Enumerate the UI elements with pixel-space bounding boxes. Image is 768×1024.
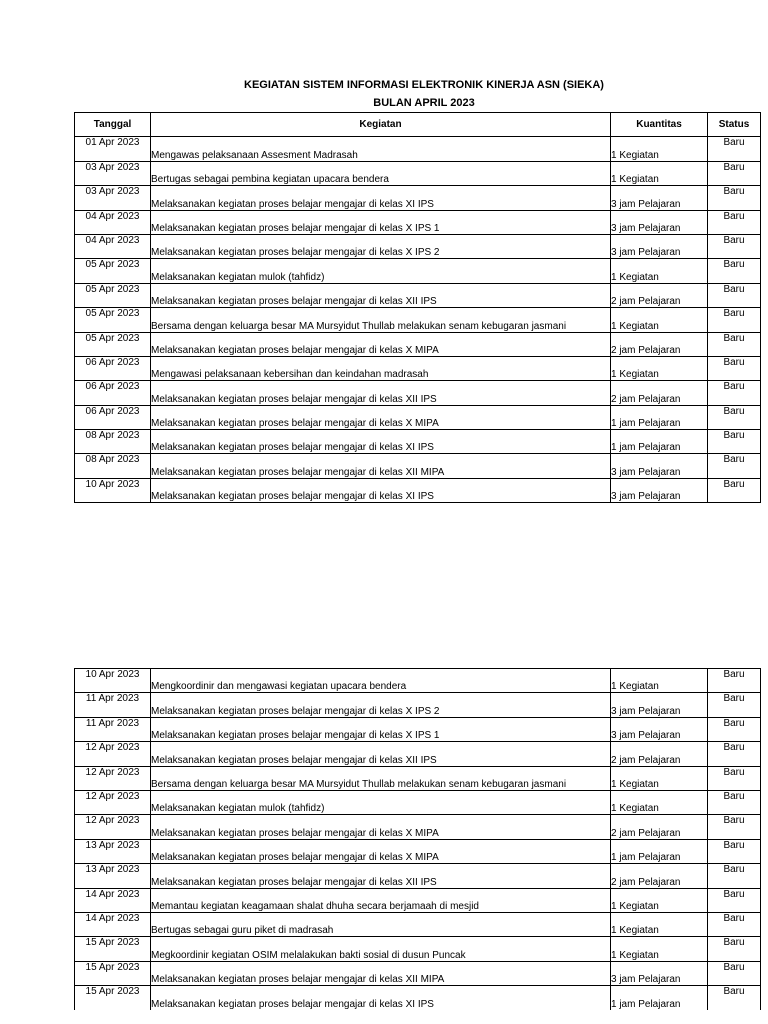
activity-cell: Megkoordinir kegiatan OSIM melalakukan bakti sosial di dusun Puncak (151, 937, 611, 961)
date-cell: 12 Apr 2023 (75, 815, 151, 839)
activity-cell: Melaksanakan kegiatan proses belajar mengajar di kelas XI IPS (151, 430, 611, 454)
quantity-cell: 1 Kegiatan (611, 937, 708, 961)
date-cell: 06 Apr 2023 (75, 405, 151, 429)
quantity-cell: 1 Kegiatan (611, 137, 708, 161)
table-row (75, 478, 761, 502)
table-header-row (75, 113, 761, 137)
table-row (75, 839, 761, 863)
table-row (75, 766, 761, 790)
activity-cell: Melaksanakan kegiatan proses belajar mengajar di kelas X IPS 1 (151, 717, 611, 741)
table-row (75, 693, 761, 717)
quantity-cell: 1 jam Pelajaran (611, 405, 708, 429)
activity-cell: Bertugas sebagai pembina kegiatan upacara bendera (151, 161, 611, 185)
status-cell: Baru (708, 790, 761, 814)
date-cell: 15 Apr 2023 (75, 961, 151, 985)
activity-cell: Melaksanakan kegiatan proses belajar mengajar di kelas XII IPS (151, 283, 611, 307)
date-cell: 13 Apr 2023 (75, 839, 151, 863)
date-cell: 12 Apr 2023 (75, 742, 151, 766)
table-row (75, 815, 761, 839)
activity-cell: Mengawas pelaksanaan Assesment Madrasah (151, 137, 611, 161)
table-row (75, 210, 761, 234)
table-row (75, 137, 761, 161)
activity-table-page-2 (74, 668, 761, 1010)
status-cell: Baru (708, 454, 761, 478)
date-cell: 03 Apr 2023 (75, 161, 151, 185)
status-cell: Baru (708, 161, 761, 185)
status-cell: Baru (708, 839, 761, 863)
header-status: Status (708, 113, 761, 137)
date-cell: 12 Apr 2023 (75, 790, 151, 814)
table-row (75, 790, 761, 814)
date-cell: 06 Apr 2023 (75, 381, 151, 405)
activity-cell: Melaksanakan kegiatan proses belajar mengajar di kelas XII IPS (151, 742, 611, 766)
table-row (75, 430, 761, 454)
activity-cell: Melaksanakan kegiatan proses belajar mengajar di kelas X MIPA (151, 815, 611, 839)
status-cell: Baru (708, 478, 761, 502)
table-row (75, 259, 761, 283)
table-body-page-2 (75, 669, 761, 1010)
activity-cell: Bertugas sebagai guru piket di madrasah (151, 912, 611, 936)
quantity-cell: 1 jam Pelajaran (611, 430, 708, 454)
status-cell: Baru (708, 693, 761, 717)
status-cell: Baru (708, 308, 761, 332)
date-cell: 06 Apr 2023 (75, 356, 151, 380)
header-tanggal: Tanggal (75, 113, 151, 137)
quantity-cell: 3 jam Pelajaran (611, 717, 708, 741)
quantity-cell: 1 Kegiatan (611, 888, 708, 912)
activity-cell: Bersama dengan keluarga besar MA Mursyidut Thullab melakukan senam kebugaran jasmani (151, 766, 611, 790)
table-row (75, 742, 761, 766)
date-cell: 05 Apr 2023 (75, 283, 151, 307)
date-cell: 05 Apr 2023 (75, 308, 151, 332)
date-cell: 15 Apr 2023 (75, 986, 151, 1010)
table-row (75, 356, 761, 380)
document-subtitle: BULAN APRIL 2023 (373, 97, 475, 109)
table-row (75, 454, 761, 478)
quantity-cell: 3 jam Pelajaran (611, 210, 708, 234)
status-cell: Baru (708, 381, 761, 405)
status-cell: Baru (708, 766, 761, 790)
table-row (75, 864, 761, 888)
document-title: KEGIATAN SISTEM INFORMASI ELEKTRONIK KINERJA ASN (SIEKA) (244, 79, 604, 91)
table-row (75, 234, 761, 258)
table-row (75, 308, 761, 332)
status-cell: Baru (708, 912, 761, 936)
status-cell: Baru (708, 986, 761, 1010)
quantity-cell: 1 jam Pelajaran (611, 839, 708, 863)
status-cell: Baru (708, 332, 761, 356)
date-cell: 05 Apr 2023 (75, 332, 151, 356)
status-cell: Baru (708, 405, 761, 429)
status-cell: Baru (708, 669, 761, 693)
date-cell: 05 Apr 2023 (75, 259, 151, 283)
activity-cell: Melaksanakan kegiatan proses belajar mengajar di kelas X MIPA (151, 405, 611, 429)
status-cell: Baru (708, 186, 761, 210)
activity-cell: Memantau kegiatan keagamaan shalat dhuha secara berjamaah di mesjid (151, 888, 611, 912)
activity-cell: Melaksanakan kegiatan proses belajar mengajar di kelas X MIPA (151, 839, 611, 863)
table-row (75, 405, 761, 429)
status-cell: Baru (708, 259, 761, 283)
activity-cell: Melaksanakan kegiatan proses belajar mengajar di kelas X IPS 2 (151, 234, 611, 258)
quantity-cell: 2 jam Pelajaran (611, 381, 708, 405)
status-cell: Baru (708, 961, 761, 985)
header-kuantitas: Kuantitas (611, 113, 708, 137)
table-row (75, 669, 761, 693)
quantity-cell: 1 Kegiatan (611, 161, 708, 185)
quantity-cell: 3 jam Pelajaran (611, 186, 708, 210)
status-cell: Baru (708, 283, 761, 307)
quantity-cell: 1 Kegiatan (611, 669, 708, 693)
activity-cell: Melaksanakan kegiatan proses belajar mengajar di kelas XI IPS (151, 186, 611, 210)
status-cell: Baru (708, 234, 761, 258)
activity-cell: Melaksanakan kegiatan proses belajar mengajar di kelas XI IPS (151, 986, 611, 1010)
status-cell: Baru (708, 430, 761, 454)
status-cell: Baru (708, 717, 761, 741)
activity-cell: Mengkoordinir dan mengawasi kegiatan upacara bendera (151, 669, 611, 693)
status-cell: Baru (708, 137, 761, 161)
activity-cell: Melaksanakan kegiatan proses belajar mengajar di kelas XII MIPA (151, 454, 611, 478)
table-row (75, 937, 761, 961)
date-cell: 10 Apr 2023 (75, 669, 151, 693)
status-cell: Baru (708, 815, 761, 839)
quantity-cell: 1 Kegiatan (611, 259, 708, 283)
activity-cell: Melaksanakan kegiatan proses belajar mengajar di kelas X MIPA (151, 332, 611, 356)
activity-cell: Melaksanakan kegiatan proses belajar mengajar di kelas XI IPS (151, 478, 611, 502)
quantity-cell: 2 jam Pelajaran (611, 283, 708, 307)
table-row (75, 161, 761, 185)
activity-cell: Melaksanakan kegiatan mulok (tahfidz) (151, 790, 611, 814)
quantity-cell: 1 Kegiatan (611, 912, 708, 936)
quantity-cell: 2 jam Pelajaran (611, 815, 708, 839)
quantity-cell: 1 Kegiatan (611, 766, 708, 790)
header-kegiatan: Kegiatan (151, 113, 611, 137)
quantity-cell: 1 Kegiatan (611, 356, 708, 380)
date-cell: 03 Apr 2023 (75, 186, 151, 210)
activity-cell: Melaksanakan kegiatan proses belajar mengajar di kelas XII MIPA (151, 961, 611, 985)
date-cell: 15 Apr 2023 (75, 937, 151, 961)
quantity-cell: 3 jam Pelajaran (611, 454, 708, 478)
table-row (75, 332, 761, 356)
date-cell: 13 Apr 2023 (75, 864, 151, 888)
quantity-cell: 2 jam Pelajaran (611, 332, 708, 356)
quantity-cell: 3 jam Pelajaran (611, 234, 708, 258)
date-cell: 11 Apr 2023 (75, 693, 151, 717)
table-row (75, 986, 761, 1010)
activity-cell: Melaksanakan kegiatan proses belajar mengajar di kelas X IPS 2 (151, 693, 611, 717)
table-row (75, 888, 761, 912)
activity-cell: Melaksanakan kegiatan proses belajar mengajar di kelas XII IPS (151, 864, 611, 888)
activity-cell: Melaksanakan kegiatan proses belajar mengajar di kelas X IPS 1 (151, 210, 611, 234)
date-cell: 04 Apr 2023 (75, 210, 151, 234)
date-cell: 08 Apr 2023 (75, 430, 151, 454)
status-cell: Baru (708, 210, 761, 234)
date-cell: 01 Apr 2023 (75, 137, 151, 161)
status-cell: Baru (708, 356, 761, 380)
activity-cell: Melaksanakan kegiatan proses belajar mengajar di kelas XII IPS (151, 381, 611, 405)
activity-cell: Melaksanakan kegiatan mulok (tahfidz) (151, 259, 611, 283)
date-cell: 14 Apr 2023 (75, 912, 151, 936)
quantity-cell: 2 jam Pelajaran (611, 742, 708, 766)
quantity-cell: 3 jam Pelajaran (611, 961, 708, 985)
table-body-page-1 (75, 137, 761, 503)
date-cell: 04 Apr 2023 (75, 234, 151, 258)
table-row (75, 961, 761, 985)
date-cell: 14 Apr 2023 (75, 888, 151, 912)
quantity-cell: 3 jam Pelajaran (611, 478, 708, 502)
date-cell: 12 Apr 2023 (75, 766, 151, 790)
date-cell: 10 Apr 2023 (75, 478, 151, 502)
activity-cell: Bersama dengan keluarga besar MA Mursyidut Thullab melakukan senam kebugaran jasmani (151, 308, 611, 332)
date-cell: 08 Apr 2023 (75, 454, 151, 478)
table-row (75, 283, 761, 307)
quantity-cell: 2 jam Pelajaran (611, 864, 708, 888)
table-row (75, 186, 761, 210)
quantity-cell: 1 Kegiatan (611, 308, 708, 332)
status-cell: Baru (708, 937, 761, 961)
quantity-cell: 1 Kegiatan (611, 790, 708, 814)
status-cell: Baru (708, 742, 761, 766)
table-row (75, 717, 761, 741)
table-row (75, 381, 761, 405)
activity-table-page-1 (74, 112, 761, 503)
date-cell: 11 Apr 2023 (75, 717, 151, 741)
quantity-cell: 1 jam Pelajaran (611, 986, 708, 1010)
quantity-cell: 3 jam Pelajaran (611, 693, 708, 717)
table-row (75, 912, 761, 936)
status-cell: Baru (708, 888, 761, 912)
status-cell: Baru (708, 864, 761, 888)
activity-cell: Mengawasi pelaksanaan kebersihan dan keindahan madrasah (151, 356, 611, 380)
